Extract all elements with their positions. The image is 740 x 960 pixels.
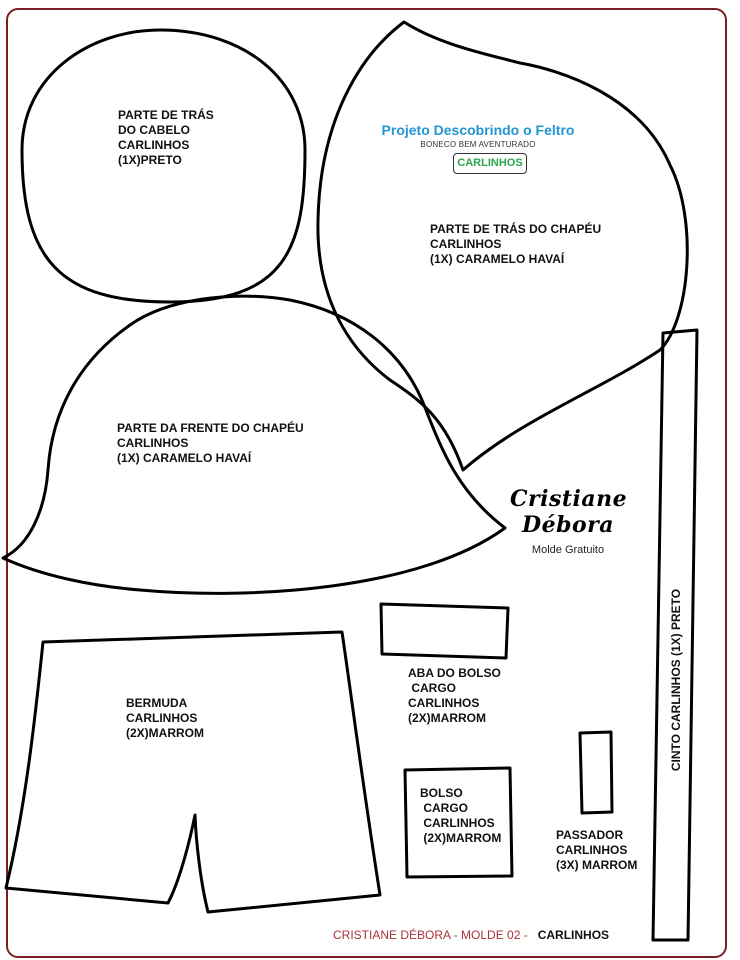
shorts-piece: [6, 632, 380, 912]
brand-subtitle: Molde Gratuito: [531, 544, 605, 556]
brand-name-line1: Cristiane: [510, 486, 628, 512]
belt-label: CINTO CARLINHOS (1X) PRETO: [669, 588, 683, 772]
loop-label: PASSADOR CARLINHOS (3X) MARROM: [556, 828, 638, 872]
pocket-label: BOLSO CARGO CARLINHOS (2X)MARROM: [420, 786, 502, 845]
footer-character: CARLINHOS: [537, 928, 610, 942]
project-title: Projeto Descobrindo o Feltro: [381, 122, 575, 138]
brand-name-line2: Débora: [522, 512, 614, 538]
footer: [333, 928, 609, 942]
shorts-label: BERMUDA CARLINHOS (2X)MARROM: [126, 696, 204, 740]
project-badge: CARLINHOS: [453, 153, 527, 174]
footer-credit: CRISTIANE DÉBORA - MOLDE 02 -: [333, 928, 528, 942]
project-subtitle: BONECO BEM AVENTURADO: [420, 140, 536, 149]
pocket-flap-label: ABA DO BOLSO CARGO CARLINHOS (2X)MARROM: [408, 666, 501, 725]
loop-piece: [580, 732, 612, 813]
hat-back-label: PARTE DE TRÁS DO CHAPÉU CARLINHOS (1X) CARAMELO HAVAÍ: [430, 222, 602, 266]
hat-front-label: PARTE DA FRENTE DO CHAPÉU CARLINHOS (1X) CARAMELO HAVAÍ: [117, 421, 304, 465]
pocket-flap-piece: [381, 604, 508, 658]
hair-back-label: PARTE DE TRÁS DO CABELO CARLINHOS (1X)PRETO: [118, 108, 214, 167]
